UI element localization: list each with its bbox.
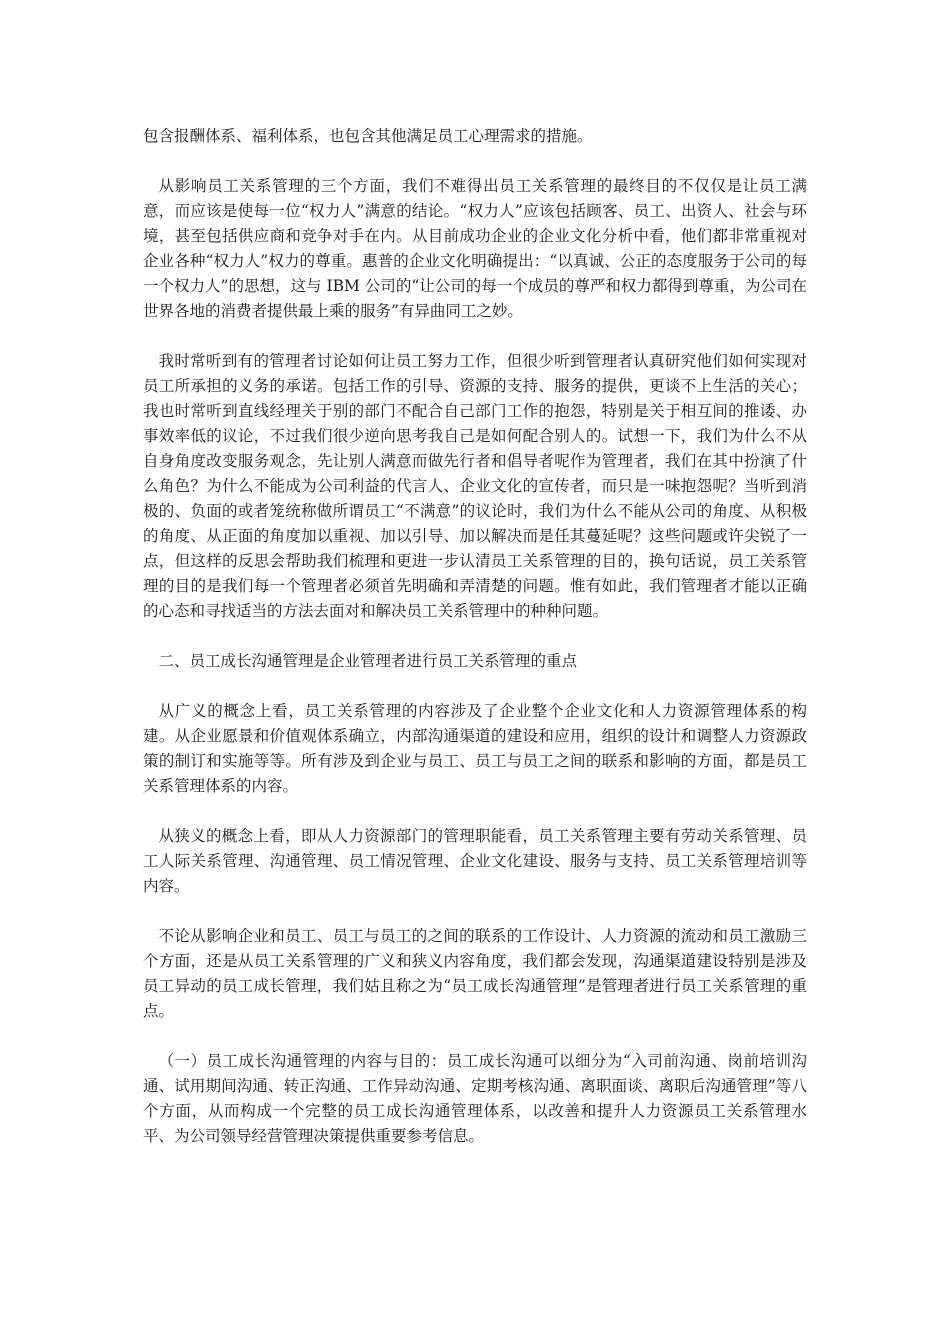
section-heading-2: 二、员工成长沟通管理是企业管理者进行员工关系管理的重点: [158, 652, 578, 670]
paragraph-management-goal: 从影响员工关系管理的三个方面，我们不难得出员工关系管理的最终目的不仅仅是让员工满意，而应该是使每一位“权力人”满意的结论。“权力人”应该包括顾客、员工、出资人、社会与环境，甚至包括供应商和竞争对手在内。从目前成功企业的企业文化分析中看，他们都非常重视对企业各种“权力人”权力的尊重。惠普的企业文化明确提出：“以真诚、公正的态度服务于公司的每一个权力人”的思想，这与 IBM 公司的“让公司的每一个成员的尊严和权力都得到尊重，为公司在世界各地的消费者提供最上乘的服务”有异曲同工之妙。: [143, 177, 807, 320]
paragraph-narrow-concept: 从狭义的概念上看，即从人力资源部门的管理职能看，员工关系管理主要有劳动关系管理、员工人际关系管理、沟通管理、员工情况管理、企业文化建设、服务与支持、员工关系管理培训等内容。: [143, 827, 807, 895]
paragraph-communication-focus: 不论从影响企业和员工、员工与员工的之间的联系的工作设计、人力资源的流动和员工激励三个方面，还是从员工关系管理的广义和狭义内容角度，我们都会发现，沟通渠道建设特别是涉及员工异动的员工成长管理，我们姑且称之为“员工成长沟通管理”是管理者进行员工关系管理的重点。: [143, 927, 807, 1020]
paragraph-broad-concept: 从广义的概念上看，员工关系管理的内容涉及了企业整个企业文化和人力资源管理体系的构建。从企业愿景和价值观体系确立，内部沟通渠道的建设和应用，组织的设计和调整人力资源政策的制订和实施等等。所有涉及到企业与员工、员工与员工之间的联系和影响的方面，都是员工关系管理体系的内容。: [143, 702, 807, 795]
paragraph-manager-reflection: 我时常听到有的管理者讨论如何让员工努力工作，但很少听到管理者认真研究他们如何实现对员工所承担的义务的承诺。包括工作的引导、资源的支持、服务的提供，更谈不上生活的关心；我也时常听到直线经理关于别的部门不配合自己部门工作的抱怨，特别是关于相互间的推诿、办事效率低的议论，不过我们很少逆向思考我自己是如何配合别人的。试想一下，我们为什么不从自身角度改变服务观念，先让别人满意而做先行者和倡导者呢作为管理者，我们在其中扮演了什么角色？为什么不能成为公司利益的代言人、企业文化的宣传者，而只是一味抱怨呢？当听到消极的、负面的或者笼统称做所谓员工“不满意”的议论时，我们为什么不能从公司的角度、从积极的角度、从正面的角度加以重视、加以引导、加以解决而是任其蔓延呢？这些问题或许尖锐了一点，但这样的反思会帮助我们梳理和更进一步认清员工关系管理的目的，换句话说，员工关系管理的目的是我们每一个管理者必须首先明确和弄清楚的问题。惟有如此，我们管理者才能以正确的心态和寻找适当的方法去面对和解决员工关系管理中的种种问题。: [143, 352, 807, 620]
document-body: [143, 124, 807, 1174]
paragraph-continuation: 包含报酬体系、福利体系，也包含其他满足员工心理需求的措施。: [143, 127, 593, 145]
paragraph-growth-communication: （一）员工成长沟通管理的内容与目的：员工成长沟通可以细分为“入司前沟通、岗前培训沟通、试用期间沟通、转正沟通、工作异动沟通、定期考核沟通、离职面谈、离职后沟通管理”等八个方面，从而构成一个完整的员工成长沟通管理体系，以改善和提升人力资源员工关系管理水平、为公司领导经营管理决策提供重要参考信息。: [143, 1052, 807, 1145]
